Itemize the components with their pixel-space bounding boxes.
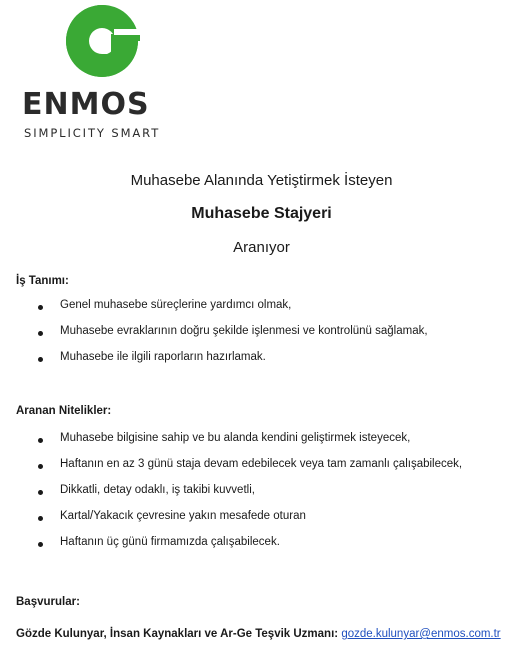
bullet-icon	[38, 542, 43, 547]
contact-email-link[interactable]: gozde.kulunyar@enmos.com.tr	[341, 628, 501, 640]
bullet-icon	[38, 490, 43, 495]
logo-tagline: SIMPLICITY SMART	[24, 126, 161, 140]
qualifications-heading: Aranan Nitelikler:	[16, 405, 112, 417]
bullet-icon	[38, 305, 43, 310]
bullet-icon	[38, 464, 43, 469]
bullet-icon	[38, 516, 43, 521]
contact-name: Gözde Kulunyar, İnsan Kaynakları ve Ar-Ge Teşvik Uzmanı:	[16, 628, 339, 640]
bullet-icon	[38, 438, 43, 443]
bullet-icon	[38, 357, 43, 362]
status-text: Aranıyor	[233, 239, 290, 256]
applications-heading: Başvurular:	[16, 596, 80, 608]
enmos-logo-mark-icon	[65, 5, 140, 77]
job-description-heading: İş Tanımı:	[16, 275, 69, 287]
contact-line	[16, 628, 501, 640]
bullet-icon	[38, 331, 43, 336]
logo-brand-name: ENMOS	[22, 87, 150, 122]
enmos-logo	[22, 5, 182, 140]
page-title: Muhasebe Stajyeri	[191, 205, 332, 222]
page-subtitle: Muhasebe Alanında Yetiştirmek İsteyen	[130, 172, 393, 189]
